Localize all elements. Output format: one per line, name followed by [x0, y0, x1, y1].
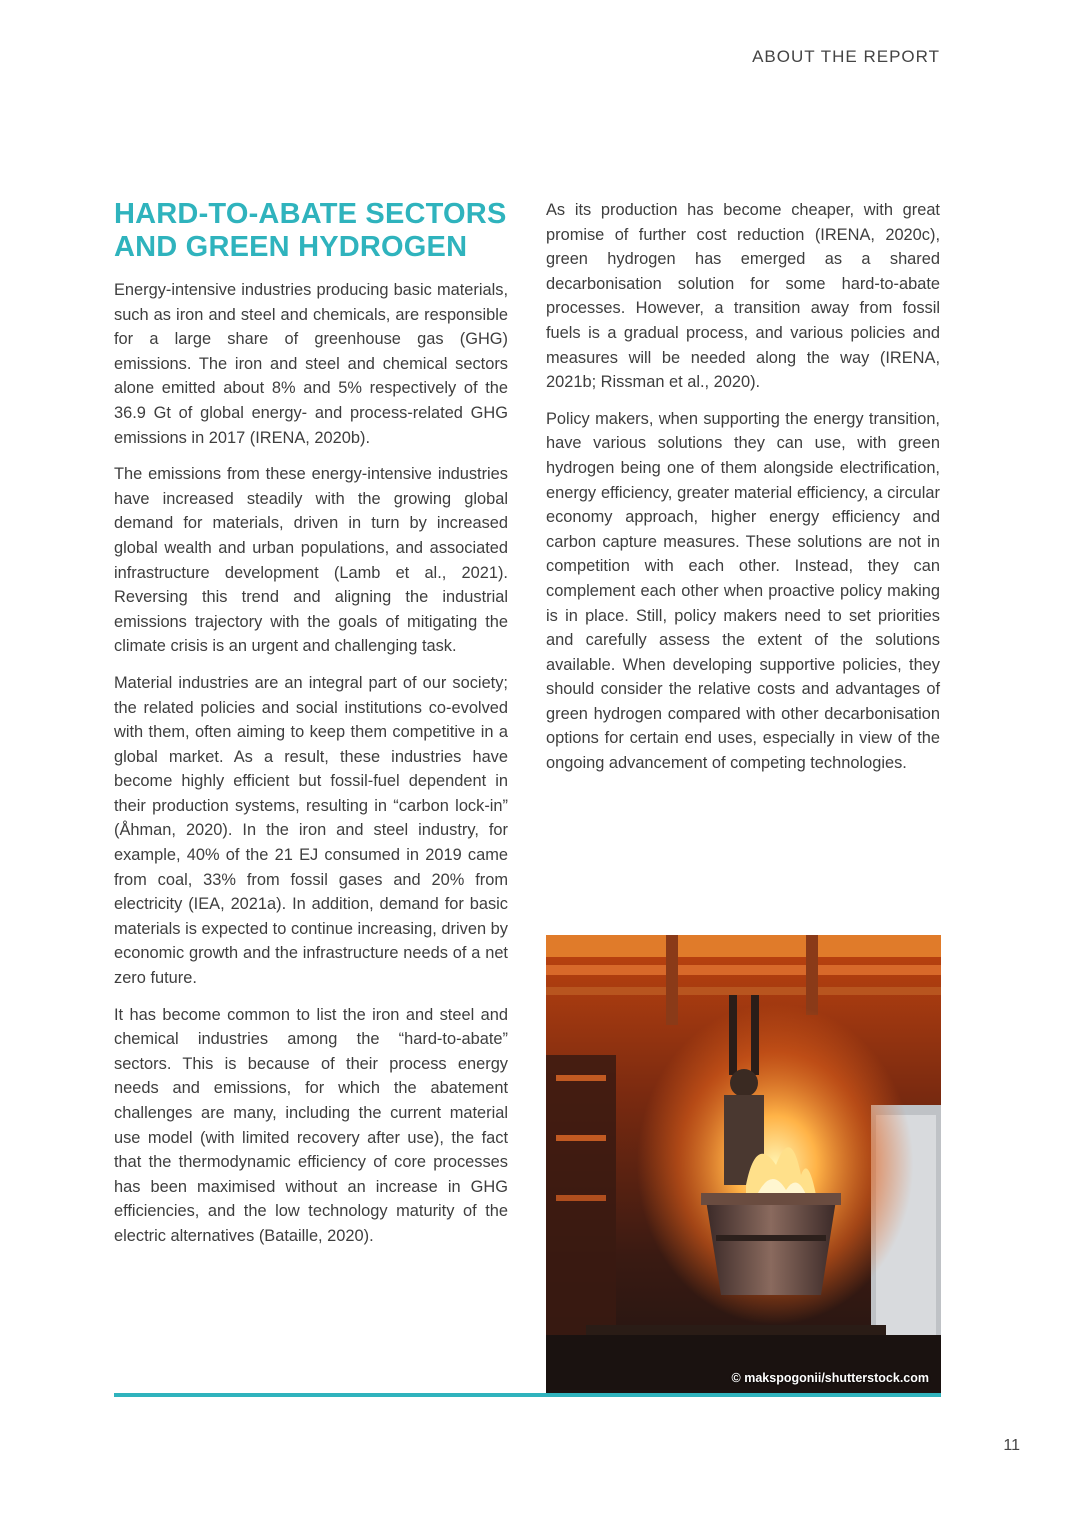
section-header: ABOUT THE REPORT [752, 47, 940, 66]
left-paragraph-4: It has become common to list the iron and steel and chemical industries among the “hard-to-abate” sectors. This is because of their process energy needs and emissions, for which the abatement challenges are many, including the current material use model (with limited recovery after use), the fact that the thermodynamic efficiency of core processes has been maximised without an increase in GHG efficiencies, and the low technology maturity of the electric alternatives (Bataille, 2020). [114, 1005, 508, 1245]
right-paragraph-1: As its production has become cheaper, with great promise of further cost reduction (IRENA, 2020c), green hydrogen has emerged as a shared decarbonisation solution for some hard-to-abate processes. However, a transition away from fossil fuels is a gradual process, and various policies and measures will be needed along the way (IRENA, 2021b; Rissman et al., 2020). [546, 201, 940, 392]
right-column [546, 198, 940, 788]
steel-ladle-illustration [546, 935, 941, 1393]
title-line-1: HARD-TO-ABATE SECTORS [114, 198, 507, 230]
accent-rule [114, 1393, 941, 1397]
photo-credit: © makspogonii/shutterstock.com [731, 1371, 929, 1385]
left-paragraph-1: Energy-intensive industries producing basic materials, such as iron and steel and chemicals, are responsible for a large share of greenhouse gas (GHG) emissions. The iron and steel and chemical sectors alone emitted about 8% and 5% respectively of the 36.9 Gt of global energy- and process-related GHG emissions in 2017 (IRENA, 2020b). [114, 281, 508, 447]
left-paragraph-3: Material industries are an integral part of our society; the related policies and social institutions co-evolved with them, often aiming to keep them competitive in a global market. As a result, these industries have become highly efficient but fossil-fuel dependent in their production systems, resulting in “carbon lock-in” (Åhman, 2020). In the iron and steel industry, for example, 40% of the 21 EJ consumed in 2019 came from coal, 33% from fossil gases and 20% from electricity (IEA, 2021a). In addition, demand for basic materials is expected to continue increasing, driven by economic growth and the infrastructure needs of a net zero future. [114, 673, 508, 988]
right-paragraph-2: Policy makers, when supporting the energy transition, have various solutions they can use, with green hydrogen being one of them alongside electrification, energy efficiency, greater material efficiency, a circular economy approach, higher energy efficiency and carbon capture measures. These solutions are not in competition with each other. Instead, they can complement each other when proactive policy making is in place. Still, policy makers need to set priorities and carefully assess the extent of the solutions available. When developing supportive policies, they should consider the relative costs and advantages of green hydrogen compared with other decarbonisation options for certain end uses, especially in view of the ongoing advancement of competing technologies. [546, 409, 940, 773]
left-paragraph-2: The emissions from these energy-intensive industries have increased steadily with the growing global demand for materials, driven in turn by increased global wealth and urban populations, and associated infrastructure development (Lamb et al., 2021). Reversing this trend and aligning the industrial emissions trajectory with the goals of mitigating the climate crisis is an urgent and challenging task. [114, 465, 508, 656]
page-number: 11 [1003, 1437, 1020, 1454]
steel-mill-photo [546, 935, 941, 1393]
left-column [114, 198, 508, 1261]
section-title [114, 198, 508, 264]
title-line-2: AND GREEN HYDROGEN [114, 231, 468, 263]
